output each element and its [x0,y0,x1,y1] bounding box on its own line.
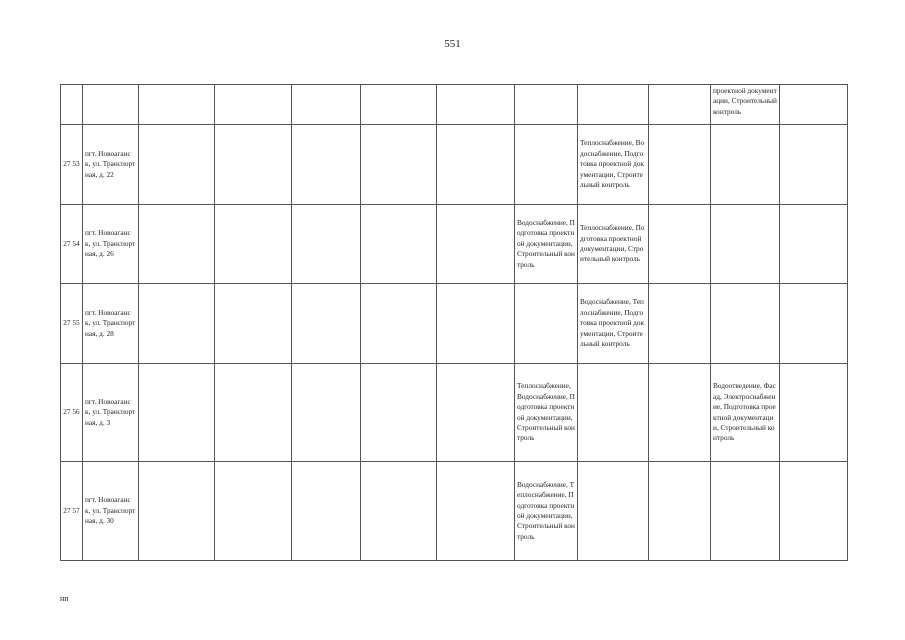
empty-cell [215,85,292,125]
empty-cell [215,462,292,561]
work-cell: проектной документации, Строительный контроль [711,85,780,125]
table-row [61,284,848,364]
work-cell [711,284,780,364]
work-cell: Водоснабжение, Теплоснабжение, Подготовка проектной документации, Строительный контроль [578,284,649,364]
work-cell: Теплоснабжение, Водоснабжение, Подготовка проектной документации, Строительный контроль [578,125,649,205]
address-cell: пгт. Новоаганск, ул. Транспортная, д. 3 [83,364,139,462]
empty-cell [292,85,361,125]
work-cell [711,205,780,284]
work-cell: Водоснабжение, Теплоснабжение, Подготовка проектной документации, Строительный контроль [515,462,578,561]
empty-cell [361,205,437,284]
work-cell [515,284,578,364]
row-number: 27 54 [61,205,83,284]
empty-cell [780,284,848,364]
work-cell [515,125,578,205]
empty-cell [215,125,292,205]
empty-cell [215,364,292,462]
row-number: 27 53 [61,125,83,205]
empty-cell [361,85,437,125]
footer-mark: нп [60,594,69,603]
row-number [61,85,83,125]
empty-cell [361,284,437,364]
empty-cell [649,125,711,205]
work-cell: Теплоснабжение, Подготовка проектной документации, Строительный контроль [578,205,649,284]
empty-cell [437,462,515,561]
row-number: 27 57 [61,462,83,561]
table-row [61,364,848,462]
empty-cell [780,364,848,462]
work-cell [711,125,780,205]
empty-cell [437,284,515,364]
works-table [60,84,848,561]
empty-cell [139,85,215,125]
empty-cell [292,284,361,364]
empty-cell [361,125,437,205]
empty-cell [780,125,848,205]
table-row [61,85,848,125]
address-cell: пгт. Новоаганск, ул. Транспортная, д. 28 [83,284,139,364]
empty-cell [215,205,292,284]
empty-cell [437,205,515,284]
empty-cell [139,205,215,284]
empty-cell [649,462,711,561]
empty-cell [437,364,515,462]
empty-cell [292,364,361,462]
empty-cell [649,205,711,284]
work-cell: Водоснабжение, Подготовка проектной документации, Строительный контроль [515,205,578,284]
empty-cell [437,85,515,125]
work-cell [578,85,649,125]
empty-cell [139,284,215,364]
empty-cell [780,462,848,561]
work-cell: Теплоснабжение, Водоснабжение, Подготовка проектной документации, Строительный контроль [515,364,578,462]
empty-cell [437,125,515,205]
empty-cell [361,462,437,561]
table-row [61,125,848,205]
address-cell: пгт. Новоаганск, ул. Транспортная, д. 22 [83,125,139,205]
empty-cell [139,462,215,561]
empty-cell [215,284,292,364]
address-cell [83,85,139,125]
row-number: 27 56 [61,364,83,462]
empty-cell [292,125,361,205]
work-cell: Водоотведение, Фасад, Электроснабжение, Подготовка проектной документации, Строительный контроль [711,364,780,462]
empty-cell [361,364,437,462]
work-cell [578,364,649,462]
empty-cell [292,205,361,284]
empty-cell [649,364,711,462]
empty-cell [780,85,848,125]
row-number: 27 55 [61,284,83,364]
page-number: 551 [444,38,461,50]
empty-cell [139,364,215,462]
empty-cell [139,125,215,205]
empty-cell [780,205,848,284]
table-row [61,205,848,284]
table-row [61,462,848,561]
work-cell [711,462,780,561]
work-cell [578,462,649,561]
empty-cell [649,284,711,364]
empty-cell [292,462,361,561]
address-cell: пгт. Новоаганск, ул. Транспортная, д. 30 [83,462,139,561]
address-cell: пгт. Новоаганск, ул. Транспортная, д. 26 [83,205,139,284]
empty-cell [649,85,711,125]
work-cell [515,85,578,125]
